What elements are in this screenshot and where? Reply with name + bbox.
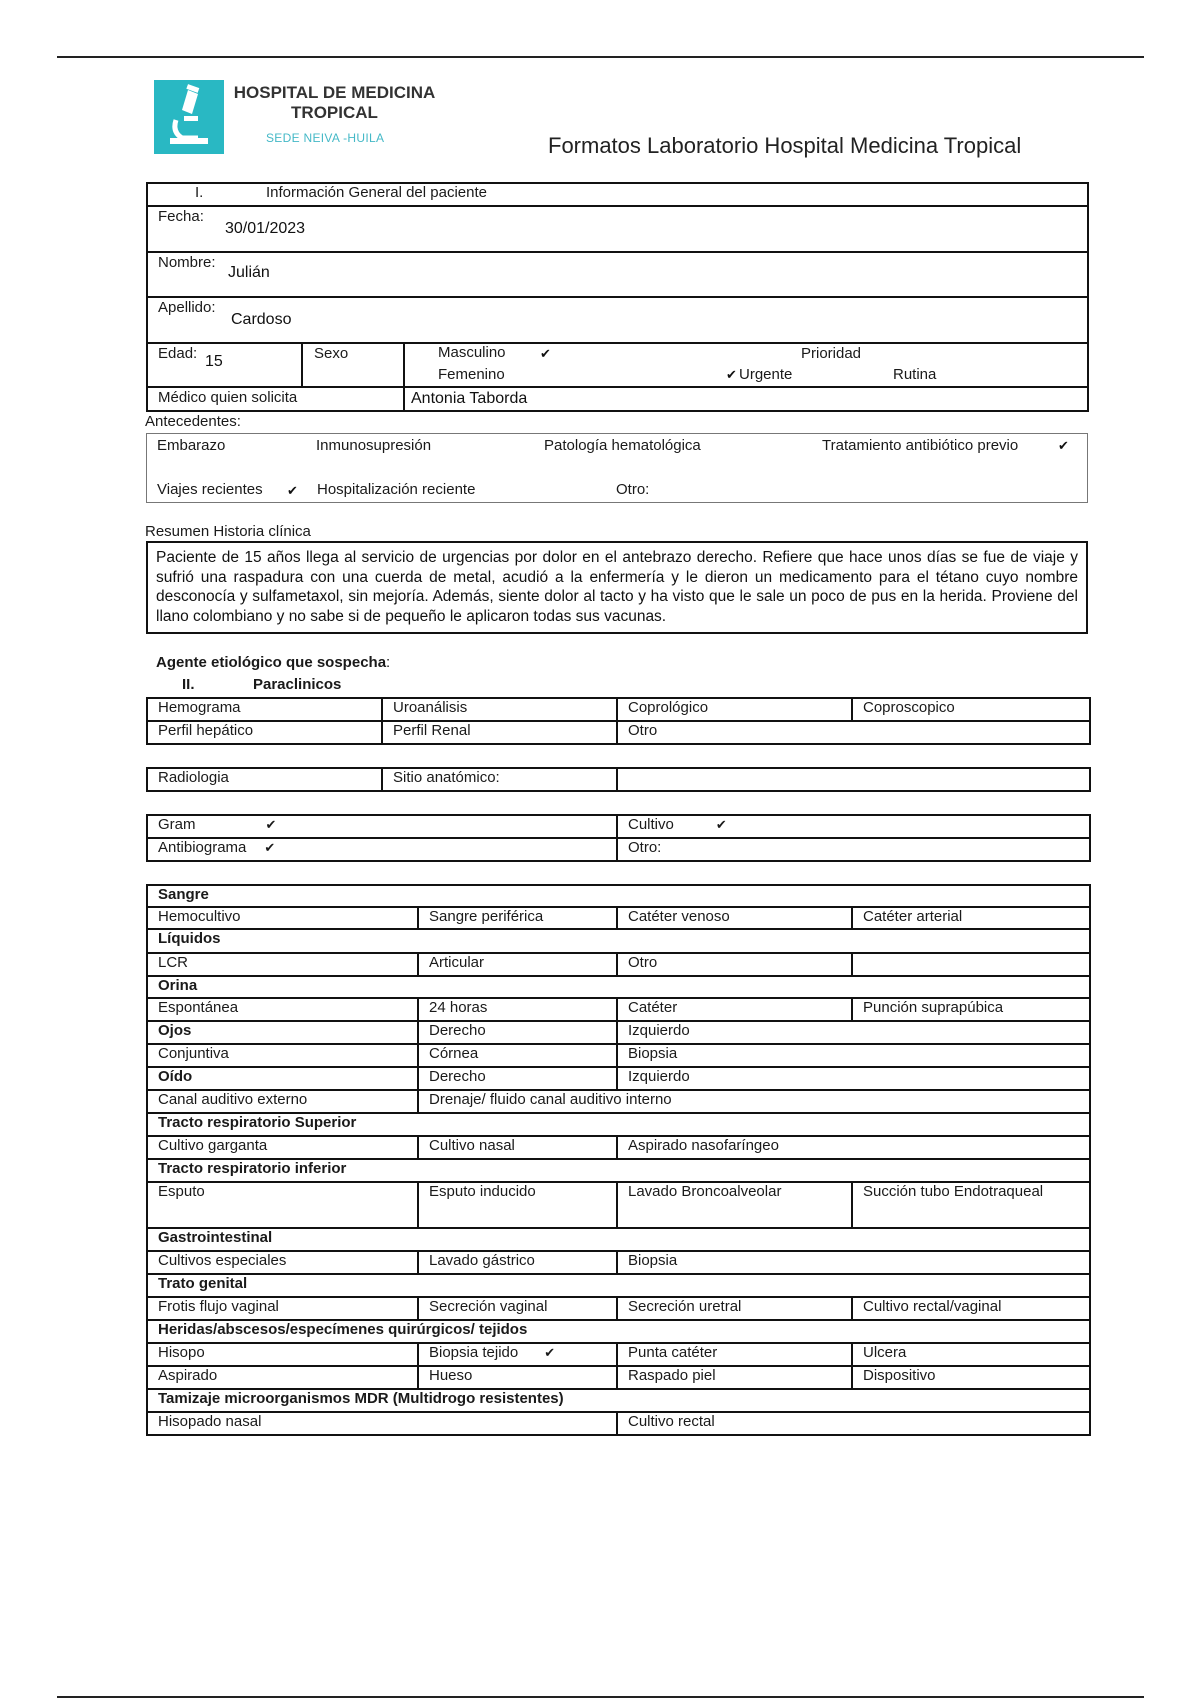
bottom-rule: [57, 1696, 1144, 1698]
ojos-header: Ojos: [147, 1021, 418, 1044]
perfil-renal-cell: Perfil Renal: [382, 721, 617, 744]
gram-check-icon: ✔: [265, 817, 277, 832]
antibiograma-cell: Antibiograma ✔: [147, 838, 617, 861]
prioridad-label: Prioridad: [801, 345, 862, 362]
succion-tubo-cell: Succión tubo Endotraqueal: [852, 1182, 1090, 1228]
trs-header: Tracto respiratorio Superior: [147, 1113, 1090, 1136]
dispositivo-cell: Dispositivo: [852, 1366, 1090, 1389]
form-title: Formatos Laboratorio Hospital Medicina Tropical: [548, 133, 1022, 158]
sitio-anatomico-value: [617, 768, 1090, 791]
micro-otro-cell: Otro:: [617, 838, 1090, 861]
cultivo-garganta-cell: Cultivo garganta: [147, 1136, 418, 1159]
frotis-flujo-cell: Frotis flujo vaginal: [147, 1297, 418, 1320]
conjuntiva-cell: Conjuntiva: [147, 1044, 418, 1067]
secrecion-uretral-cell: Secreción uretral: [617, 1297, 852, 1320]
coproscopico-cell: Coproscopico: [852, 698, 1090, 721]
patologia-label: Patología hematológica: [544, 437, 701, 454]
cultivo-rectal-cell: Cultivo rectal: [617, 1412, 1090, 1435]
tri-header: Tracto respiratorio inferior: [147, 1159, 1090, 1182]
orina-header: Orina: [147, 976, 1090, 998]
esputo-inducido-cell: Esputo inducido: [418, 1182, 617, 1228]
viajes-label: Viajes recientes: [157, 481, 263, 498]
sitio-anatomico-cell: Sitio anatómico:: [382, 768, 617, 791]
uroanalisis-cell: Uroanálisis: [382, 698, 617, 721]
24-horas-cell: 24 horas: [418, 998, 617, 1021]
lavado-gastrico-cell: Lavado gástrico: [418, 1251, 617, 1274]
edad-value: 15: [205, 353, 223, 370]
urgente-label: Urgente: [739, 366, 793, 383]
cateter-cell: Catéter: [617, 998, 852, 1021]
hemograma-cell: Hemograma: [147, 698, 382, 721]
radiologia-table: [146, 767, 1091, 792]
medico-value: Antonia Taborda: [411, 390, 528, 407]
oido-header: Oído: [147, 1067, 418, 1090]
radiologia-cell: Radiologia: [147, 768, 382, 791]
hisopo-cell: Hisopo: [147, 1343, 418, 1366]
aspirado-nasofaringeo-cell: Aspirado nasofaríngeo: [617, 1136, 1090, 1159]
oido-derecho-cell: Derecho: [418, 1067, 617, 1090]
fecha-label: Fecha:: [158, 208, 204, 225]
hemocultivo-cell: Hemocultivo: [147, 907, 418, 929]
cultivo-rectal-vaginal-cell: Cultivo rectal/vaginal: [852, 1297, 1090, 1320]
apellido-value: Cardoso: [231, 311, 292, 328]
lavado-broncoalveolar-cell: Lavado Broncoalveolar: [617, 1182, 852, 1228]
sangre-header: Sangre: [147, 885, 1090, 907]
rutina-label: Rutina: [893, 366, 937, 383]
liquidos-header: Líquidos: [147, 929, 1090, 953]
coprologico-cell: Coprológico: [617, 698, 852, 721]
muestras-table: [146, 884, 1091, 1436]
gram-cell: Gram ✔: [147, 815, 617, 838]
raspado-piel-cell: Raspado piel: [617, 1366, 852, 1389]
section2-number: II.: [182, 676, 195, 693]
embarazo-label: Embarazo: [157, 437, 226, 454]
hisopado-nasal-cell: Hisopado nasal: [147, 1412, 617, 1435]
sangre-periferica-cell: Sangre periférica: [418, 907, 617, 929]
mdr-header: Tamizaje microorganismos MDR (Multidrogo resistentes): [147, 1389, 1090, 1412]
masculino-label: Masculino: [438, 344, 506, 361]
tratamiento-check-icon: ✔: [1058, 438, 1069, 453]
gastro-header: Gastrointestinal: [147, 1228, 1090, 1251]
historia-label: Resumen Historia clínica: [145, 523, 311, 540]
masculino-check-icon: ✔: [540, 346, 551, 361]
secrecion-vaginal-cell: Secreción vaginal: [418, 1297, 617, 1320]
esputo-cell: Esputo: [147, 1182, 418, 1228]
section1-title: Información General del paciente: [266, 184, 487, 201]
section2-title: Paraclinicos: [253, 676, 342, 693]
biopsia-tejido-cell: Biopsia tejido ✔: [418, 1343, 617, 1366]
hueso-cell: Hueso: [418, 1366, 617, 1389]
lcr-cell: LCR: [147, 953, 418, 976]
heridas-header: Heridas/abscesos/especímenes quirúrgicos/ tejidos: [147, 1320, 1090, 1343]
punta-cateter-cell: Punta catéter: [617, 1343, 852, 1366]
microscope-icon: [154, 80, 224, 154]
espontanea-cell: Espontánea: [147, 998, 418, 1021]
top-rule: [57, 56, 1144, 58]
ojos-izquierdo-cell: Izquierdo: [617, 1021, 1090, 1044]
historia-text: Paciente de 15 años llega al servicio de urgencias por dolor en el antebrazo derecho. Refiere que hace unos días se fue de viaje y sufrió una raspadura con una cuerda de metal, acudió a la enfermería y le dieron un medicamento para el tétano cuyo nombre desconocía y sulfametaxol, sin mejoría. Además, siente dolor al tacto y ha visto que le sale un poco de pus en la herida. Proviene del llano colombiano y no sabe si de pequeño le aplicaron todas sus vacunas.: [146, 541, 1088, 634]
section1-number: I.: [195, 184, 204, 201]
ulcera-cell: Ulcera: [852, 1343, 1090, 1366]
gastro-biopsia-cell: Biopsia: [617, 1251, 1090, 1274]
medico-label: Médico quien solicita: [158, 389, 298, 406]
antecedentes-label: Antecedentes:: [145, 413, 241, 430]
edad-label: Edad:: [158, 345, 198, 362]
hospital-name: HOSPITAL DE MEDICINA TROPICAL: [233, 83, 436, 122]
cultivo-nasal-cell: Cultivo nasal: [418, 1136, 617, 1159]
inmunosupresion-label: Inmunosupresión: [316, 437, 432, 454]
biopsia-tejido-check-icon: ✔: [544, 1345, 556, 1360]
oido-izquierdo-cell: Izquierdo: [617, 1067, 1090, 1090]
antecedentes-otro-label: Otro:: [616, 481, 650, 498]
cultivo-cell: Cultivo ✔: [617, 815, 1090, 838]
hospital-sede: SEDE NEIVA -HUILA: [266, 131, 385, 145]
apellido-label: Apellido:: [158, 299, 216, 316]
liquidos-otro-cell: Otro: [617, 953, 852, 976]
microbiologia-table: [146, 814, 1091, 862]
paraclinicos-table: [146, 697, 1091, 745]
sexo-label: Sexo: [314, 345, 349, 362]
puncion-suprapubica-cell: Punción suprapúbica: [852, 998, 1090, 1021]
ojos-biopsia-cell: Biopsia: [617, 1044, 1090, 1067]
femenino-label: Femenino: [438, 366, 505, 383]
cornea-cell: Córnea: [418, 1044, 617, 1067]
articular-cell: Articular: [418, 953, 617, 976]
nombre-label: Nombre:: [158, 254, 216, 271]
ojos-derecho-cell: Derecho: [418, 1021, 617, 1044]
cateter-arterial-cell: Catéter arterial: [852, 907, 1090, 929]
aspirado-cell: Aspirado: [147, 1366, 418, 1389]
cateter-venoso-cell: Catéter venoso: [617, 907, 852, 929]
urgente-check-icon: ✔: [726, 367, 737, 382]
fecha-value: 30/01/2023: [225, 220, 306, 237]
liquidos-empty-cell: [852, 953, 1090, 976]
antibiograma-check-icon: ✔: [264, 840, 276, 855]
tratamiento-label: Tratamiento antibiótico previo: [822, 437, 1019, 454]
cultivo-check-icon: ✔: [715, 817, 727, 832]
canal-auditivo-externo-cell: Canal auditivo externo: [147, 1090, 418, 1113]
otro-cell: Otro: [617, 721, 1090, 744]
agente-label: Agente etiológico que sospecha:: [156, 654, 391, 671]
drenaje-canal-cell: Drenaje/ fluido canal auditivo interno: [418, 1090, 1090, 1113]
genital-header: Trato genital: [147, 1274, 1090, 1297]
hospitalizacion-label: Hospitalización reciente: [317, 481, 476, 498]
perfil-hepatico-cell: Perfil hepático: [147, 721, 382, 744]
viajes-check-icon: ✔: [287, 483, 298, 498]
nombre-value: Julián: [228, 264, 270, 281]
hospital-logo: [154, 80, 224, 154]
cultivos-especiales-cell: Cultivos especiales: [147, 1251, 418, 1274]
